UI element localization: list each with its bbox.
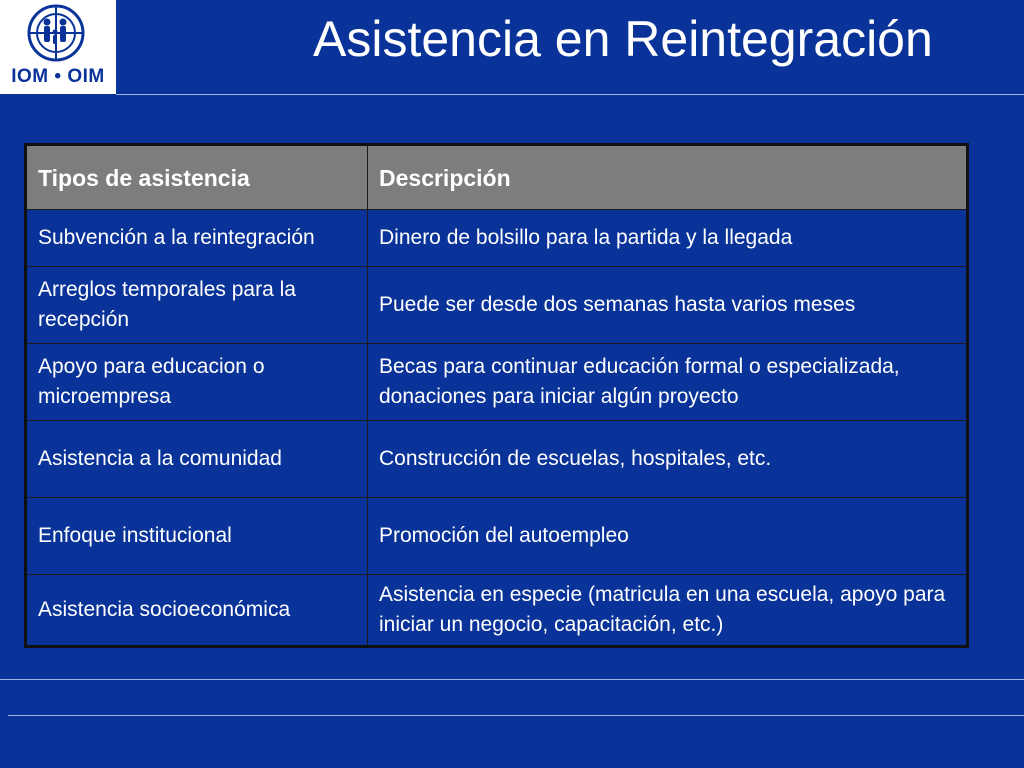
table-cell-description: Promoción del autoempleo [368, 498, 968, 575]
title-divider [116, 94, 1024, 95]
table-cell-type: Enfoque institucional [26, 498, 368, 575]
table-row [26, 498, 968, 575]
table-cell-type: Apoyo para educacion o microempresa [26, 344, 368, 421]
header-cell-types: Tipos de asistencia [26, 145, 368, 210]
table-row [26, 344, 968, 421]
table-cell-description: Construcción de escuelas, hospitales, etc. [368, 421, 968, 498]
table-cell-description: Asistencia en especie (matricula en una escuela, apoyo para iniciar un negocio, capacitación, etc.) [368, 575, 968, 647]
page-title: Asistencia en Reintegración [313, 11, 933, 67]
table-header-row [26, 145, 968, 210]
table-row [26, 575, 968, 647]
un-emblem-icon [19, 2, 93, 64]
assistance-table [24, 143, 969, 648]
table-row [26, 267, 968, 344]
table-cell-description: Becas para continuar educación formal o especializada, donaciones para iniciar algún proyecto [368, 344, 968, 421]
footer-divider [0, 679, 1024, 680]
table-cell-type: Arreglos temporales para la recepción [26, 267, 368, 344]
table-cell-type: Subvención a la reintegración [26, 210, 368, 267]
table-cell-type: Asistencia socioeconómica [26, 575, 368, 647]
table-cell-description: Puede ser desde dos semanas hasta varios meses [368, 267, 968, 344]
table-row [26, 421, 968, 498]
table-cell-description: Dinero de bolsillo para la partida y la llegada [368, 210, 968, 267]
table-cell-type: Asistencia a la comunidad [26, 421, 368, 498]
logo-text: IOM • OIM [11, 66, 105, 87]
footer-divider [8, 715, 1024, 716]
table-row [26, 210, 968, 267]
iom-logo [0, 0, 116, 94]
header-cell-description: Descripción [368, 145, 968, 210]
